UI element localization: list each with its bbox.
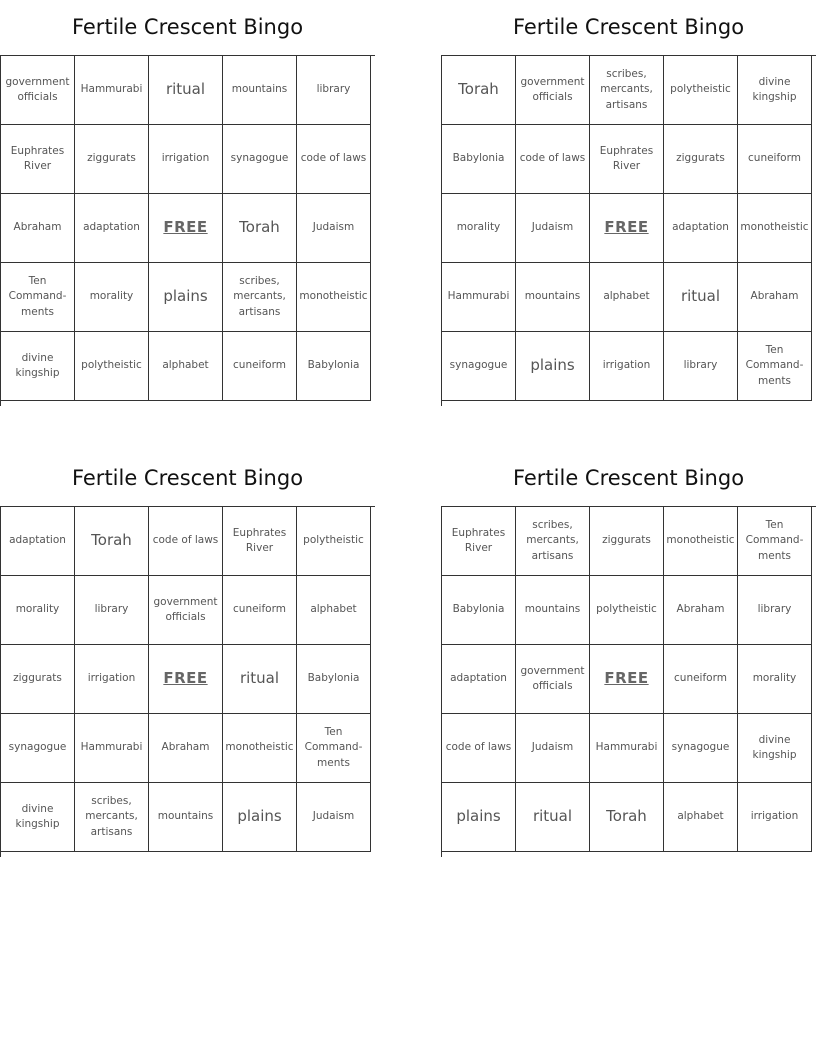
- bingo-cell: Hammurabi: [75, 56, 149, 125]
- bingo-cell: Hammurabi: [442, 263, 516, 332]
- bingo-cell: library: [297, 56, 371, 125]
- bingo-cell: Ten Command-ments: [1, 263, 75, 332]
- bingo-cell: code of laws: [297, 125, 371, 194]
- bingo-cell: Torah: [442, 56, 516, 125]
- bingo-cell: code of laws: [442, 714, 516, 783]
- bingo-cell: Ten Command-ments: [738, 507, 812, 576]
- bingo-cell: monotheistic: [664, 507, 738, 576]
- bingo-cell: synagogue: [442, 332, 516, 401]
- bingo-cell: code of laws: [516, 125, 590, 194]
- bingo-cell: irrigation: [738, 783, 812, 852]
- bingo-cell: Torah: [75, 507, 149, 576]
- bingo-cell: plains: [442, 783, 516, 852]
- bingo-cell: Abraham: [738, 263, 812, 332]
- bingo-grid: [441, 55, 816, 406]
- bingo-cell: code of laws: [149, 507, 223, 576]
- bingo-cell: divine kingship: [738, 56, 812, 125]
- bingo-cell: scribes, mercants, artisans: [590, 56, 664, 125]
- bingo-cell: government officials: [516, 56, 590, 125]
- bingo-cell: divine kingship: [1, 332, 75, 401]
- bingo-cell: Babylonia: [442, 125, 516, 194]
- free-space-cell: FREE: [590, 645, 664, 714]
- bingo-cell: morality: [1, 576, 75, 645]
- bingo-cell: library: [738, 576, 812, 645]
- free-space-cell: FREE: [590, 194, 664, 263]
- bingo-cell: mountains: [223, 56, 297, 125]
- bingo-cell: divine kingship: [1, 783, 75, 852]
- bingo-cell: Judaism: [297, 783, 371, 852]
- bingo-cell: alphabet: [664, 783, 738, 852]
- bingo-cell: government officials: [149, 576, 223, 645]
- bingo-cell: Abraham: [149, 714, 223, 783]
- bingo-cell: ziggurats: [1, 645, 75, 714]
- bingo-cell: ziggurats: [75, 125, 149, 194]
- bingo-cell: library: [75, 576, 149, 645]
- bingo-cell: synagogue: [664, 714, 738, 783]
- bingo-cell: morality: [75, 263, 149, 332]
- bingo-cell: scribes, mercants, artisans: [516, 507, 590, 576]
- bingo-cell: morality: [738, 645, 812, 714]
- bingo-cell: Euphrates River: [442, 507, 516, 576]
- bingo-cell: Judaism: [297, 194, 371, 263]
- card-title: Fertile Crescent Bingo: [71, 466, 304, 490]
- bingo-cell: library: [664, 332, 738, 401]
- bingo-cell: ritual: [516, 783, 590, 852]
- bingo-cell: divine kingship: [738, 714, 812, 783]
- bingo-cell: synagogue: [223, 125, 297, 194]
- bingo-cell: Abraham: [664, 576, 738, 645]
- card-title: Fertile Crescent Bingo: [512, 466, 745, 490]
- bingo-cell: adaptation: [75, 194, 149, 263]
- bingo-cell: monotheistic: [223, 714, 297, 783]
- bingo-cell: ritual: [664, 263, 738, 332]
- bingo-cell: irrigation: [590, 332, 664, 401]
- bingo-cell: mountains: [516, 576, 590, 645]
- bingo-grid: [441, 506, 816, 857]
- bingo-cell: plains: [516, 332, 590, 401]
- bingo-cell: monotheistic: [297, 263, 371, 332]
- bingo-cell: mountains: [149, 783, 223, 852]
- bingo-cell: government officials: [516, 645, 590, 714]
- bingo-cell: ritual: [149, 56, 223, 125]
- bingo-cell: Torah: [223, 194, 297, 263]
- bingo-cell: Torah: [590, 783, 664, 852]
- bingo-cell: Babylonia: [297, 645, 371, 714]
- bingo-cell: polytheistic: [590, 576, 664, 645]
- bingo-cell: plains: [149, 263, 223, 332]
- bingo-cell: adaptation: [1, 507, 75, 576]
- bingo-cell: mountains: [516, 263, 590, 332]
- bingo-cell: cuneiform: [223, 576, 297, 645]
- bingo-cell: irrigation: [75, 645, 149, 714]
- bingo-cell: cuneiform: [223, 332, 297, 401]
- bingo-cell: Babylonia: [297, 332, 371, 401]
- bingo-cell: Euphrates River: [590, 125, 664, 194]
- bingo-cell: polytheistic: [297, 507, 371, 576]
- bingo-cell: Euphrates River: [223, 507, 297, 576]
- free-space-cell: FREE: [149, 194, 223, 263]
- card-title: Fertile Crescent Bingo: [512, 15, 745, 39]
- bingo-cell: plains: [223, 783, 297, 852]
- bingo-cell: adaptation: [664, 194, 738, 263]
- bingo-cell: Euphrates River: [1, 125, 75, 194]
- bingo-cell: adaptation: [442, 645, 516, 714]
- bingo-cell: government officials: [1, 56, 75, 125]
- bingo-cell: ziggurats: [664, 125, 738, 194]
- bingo-cell: Judaism: [516, 194, 590, 263]
- card-title: Fertile Crescent Bingo: [71, 15, 304, 39]
- bingo-cell: scribes, mercants, artisans: [75, 783, 149, 852]
- bingo-cell: alphabet: [149, 332, 223, 401]
- bingo-cell: Hammurabi: [75, 714, 149, 783]
- bingo-grid: [0, 55, 375, 406]
- bingo-cell: Ten Command-ments: [738, 332, 812, 401]
- free-space-cell: FREE: [149, 645, 223, 714]
- bingo-cell: Babylonia: [442, 576, 516, 645]
- bingo-cell: ziggurats: [590, 507, 664, 576]
- bingo-cell: monotheistic: [738, 194, 812, 263]
- bingo-cell: cuneiform: [738, 125, 812, 194]
- bingo-cell: morality: [442, 194, 516, 263]
- bingo-cell: alphabet: [590, 263, 664, 332]
- bingo-cell: alphabet: [297, 576, 371, 645]
- bingo-grid: [0, 506, 375, 857]
- bingo-cell: synagogue: [1, 714, 75, 783]
- bingo-cell: polytheistic: [664, 56, 738, 125]
- bingo-cell: cuneiform: [664, 645, 738, 714]
- bingo-cell: scribes, mercants, artisans: [223, 263, 297, 332]
- bingo-cell: ritual: [223, 645, 297, 714]
- bingo-cell: polytheistic: [75, 332, 149, 401]
- bingo-cell: Judaism: [516, 714, 590, 783]
- bingo-cell: irrigation: [149, 125, 223, 194]
- bingo-cell: Ten Command-ments: [297, 714, 371, 783]
- bingo-cell: Hammurabi: [590, 714, 664, 783]
- bingo-cell: Abraham: [1, 194, 75, 263]
